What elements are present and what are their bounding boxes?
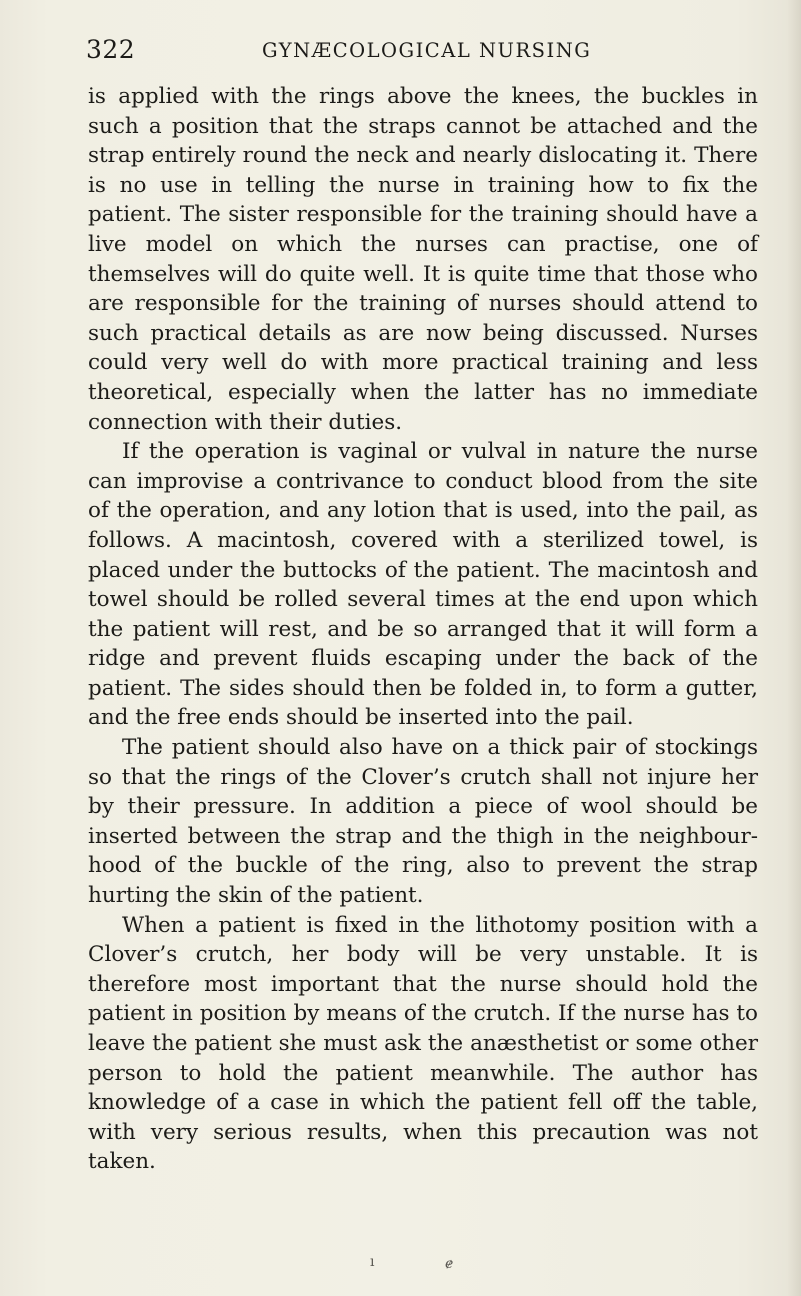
- paragraph-3: The patient should also have on a thick pair of stockings so that the rings of the Clover’s crutch shall not injure her by their pressure. In addition a piece of wool should be inserted between the strap and the thigh in the neighbourhood of the buckle of the ring, also to prevent the strap hurting the skin of the patient.: [88, 735, 758, 909]
- page-edge-shadow: [787, 0, 801, 1296]
- running-head: [52, 32, 757, 68]
- stray-mark: ɇ: [445, 1256, 454, 1272]
- paragraph-2: If the operation is vaginal or vulval in nature the nurse can improvise a contrivance to conduct blood from the site of the operation, and any lotion that is used, into the pail, as follows. A macintosh, covered with a sterilized towel, is placed under the buttocks of the patient. The macintosh and towel should be rolled several times at the end upon which the patient will rest, and be so arranged that it will form a ridge and prevent fluids escaping under the back of the patient. The sides should then be folded in, to form a gutter, and the free ends should be inserted into the pail.: [88, 439, 758, 731]
- running-title: GYNÆCOLOGICAL NURSING: [262, 39, 592, 62]
- page-number: 322: [86, 35, 136, 64]
- body-text: [88, 82, 758, 1177]
- paragraph-4: When a patient is fixed in the lithotomy position with a Clover’s crutch, her body will be very unstable. It is therefore most important that the nurse should hold the patient in position by means of the crutch. If the nurse has to leave the patient she must ask the anæsthetist or some other person to hold the patient meanwhile. The author has knowledge of a case in which the patient fell off the table, with very serious results, when this precaution was not taken.: [88, 912, 758, 1175]
- paragraph-1: is applied with the rings above the knees, the buckles in such a position that the straps cannot be attached and the strap entirely round the neck and nearly dislocating it. There is no use in telling the nurse in training how to fix the patient. The sister responsible for the training should have a live model on which the nurses can practise, one of themselves will do quite well. It is quite time that those who are responsible for the training of nurses should attend to such practical details as are now being discussed. Nurses could very well do with more practical training and less theoretical, especially when the latter has no immediate connection with their duties.: [88, 84, 758, 435]
- stray-mark: ı: [370, 1254, 375, 1270]
